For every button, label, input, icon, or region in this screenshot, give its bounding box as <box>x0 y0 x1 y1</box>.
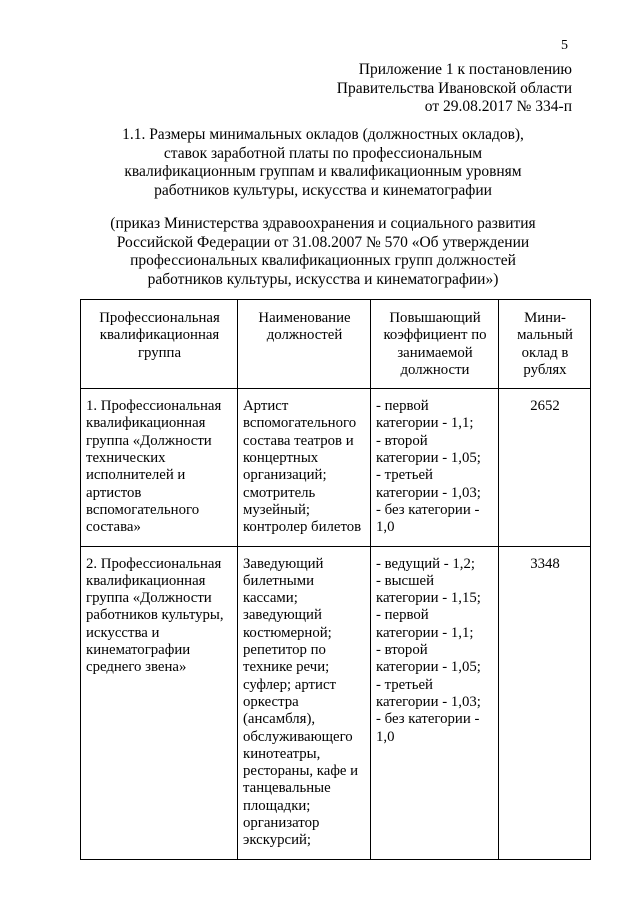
heading-line: ставок заработной платы по профессиональным <box>163 144 483 162</box>
header-line: Мини- <box>524 310 566 326</box>
cell-line: - третьей <box>376 467 433 484</box>
cell-line: категории - 1,1; <box>376 415 474 432</box>
order-reference <box>80 215 566 289</box>
header-line: рублях <box>523 361 567 378</box>
cell-line: категории - 1,1; <box>376 624 474 641</box>
cell-line: организатор <box>243 815 320 832</box>
header-line: оклад в <box>521 344 569 361</box>
cell-positions <box>238 389 371 546</box>
cell-line: состава» <box>86 519 141 536</box>
cell-salary: 2652 <box>499 389 591 546</box>
cell-line: рестораны, кафе и <box>243 763 359 780</box>
header-line: должности <box>400 361 470 378</box>
appendix-line: Правительства Ивановской области <box>336 79 572 97</box>
order-line: работников культуры, искусства и кинематографии») <box>147 270 499 288</box>
cell-line: площадки; <box>243 797 311 814</box>
cell-line: группа «Должности <box>86 590 212 607</box>
header-group <box>81 300 238 389</box>
order-line: (приказ Министерства здравоохранения и социального развития <box>110 215 536 232</box>
cell-line: - без категории - <box>376 711 480 728</box>
header-salary <box>499 300 591 389</box>
cell-line: смотритель <box>243 484 316 501</box>
cell-line: 2. Профессиональная <box>86 555 222 572</box>
header-line: должностей <box>266 327 343 344</box>
cell-line: оркестра <box>243 693 299 710</box>
cell-line: категории - 1,15; <box>376 590 481 607</box>
cell-group <box>81 546 238 859</box>
table-row <box>81 546 591 859</box>
cell-line: группа «Должности <box>86 432 212 449</box>
cell-positions <box>238 546 371 859</box>
order-line: профессиональных квалификационных групп должностей <box>130 252 516 269</box>
cell-line: Заведующий <box>243 555 324 572</box>
table-row <box>81 389 591 546</box>
cell-line: квалификационная <box>86 415 206 432</box>
page-number: 5 <box>561 38 568 53</box>
cell-line: искусства и <box>86 624 160 641</box>
cell-salary: 3348 <box>499 546 591 859</box>
cell-group <box>81 389 238 546</box>
cell-line: - ведущий - 1,2; <box>376 555 475 572</box>
header-line: занимаемой <box>397 344 473 361</box>
cell-line: категории - 1,05; <box>376 450 481 467</box>
cell-line: 1,0 <box>376 519 395 536</box>
cell-line: суфлер; артист <box>243 676 336 693</box>
header-line: квалификационная <box>99 327 220 344</box>
header-line: Повышающий <box>389 310 481 326</box>
section-heading <box>80 126 566 200</box>
cell-line: - первой <box>376 607 429 624</box>
cell-line: артистов <box>86 484 142 501</box>
appendix-reference <box>337 61 572 117</box>
appendix-line: Приложение 1 к постановлению <box>358 61 572 78</box>
cell-line: (ансамбля), <box>243 711 316 728</box>
order-line: Российской Федерации от 31.08.2007 № 570 «Об утверждении <box>116 233 530 251</box>
header-line: коэффициент по <box>383 327 487 344</box>
cell-line: костюмерной; <box>243 624 332 641</box>
heading-line: квалификационным группам и квалификационным уровням <box>124 163 522 180</box>
cell-line: контролер билетов <box>243 519 362 536</box>
cell-line: кассами; <box>243 590 298 607</box>
cell-line: - второй <box>376 432 428 449</box>
header-coefficient <box>371 300 499 389</box>
heading-line: 1.1. Размеры минимальных окладов (должностных окладов), <box>122 126 524 143</box>
cell-line: - первой <box>376 398 429 415</box>
header-line: группа <box>137 344 182 361</box>
cell-line: музейный; <box>243 501 310 518</box>
cell-line: - третьей <box>376 676 433 693</box>
heading-line: работников культуры, искусства и кинематографии <box>154 181 492 199</box>
cell-line: категории - 1,03; <box>376 484 481 501</box>
cell-line: технике речи; <box>243 659 330 676</box>
cell-line: состава театров и <box>243 432 354 449</box>
cell-coefficients <box>371 546 499 859</box>
cell-line: технических <box>86 450 166 467</box>
cell-line: категории - 1,03; <box>376 693 481 710</box>
cell-line: кинематографии <box>86 642 191 659</box>
table-header-row <box>81 300 591 389</box>
cell-line: работников культуры, <box>86 607 224 624</box>
cell-line: исполнителей и <box>86 467 186 484</box>
cell-line: Артист <box>243 398 289 415</box>
cell-line: - высшей <box>376 572 435 589</box>
header-line: Профессиональная <box>99 310 220 326</box>
header-line: мальный <box>517 327 573 344</box>
cell-line: - второй <box>376 642 428 659</box>
cell-line: 1,0 <box>376 728 395 745</box>
cell-line: - без категории - <box>376 501 480 518</box>
cell-coefficients <box>371 389 499 546</box>
cell-line: категории - 1,05; <box>376 659 481 676</box>
cell-line: обслуживающего <box>243 728 353 745</box>
cell-line: 1. Профессиональная <box>86 398 222 415</box>
cell-line: танцевальные <box>243 780 331 797</box>
cell-line: билетными <box>243 572 315 589</box>
cell-line: квалификационная <box>86 572 206 589</box>
cell-line: вспомогательного <box>243 415 357 432</box>
cell-line: экскурсий; <box>243 832 312 849</box>
cell-line: организаций; <box>243 467 327 484</box>
header-line: Наименование <box>258 310 351 326</box>
cell-line: среднего звена» <box>86 659 187 676</box>
cell-line: концертных <box>243 450 319 467</box>
salary-table <box>80 299 591 860</box>
cell-line: репетитор по <box>243 642 326 659</box>
cell-line: кинотеатры, <box>243 745 321 762</box>
cell-line: вспомогательного <box>86 501 200 518</box>
appendix-line: от 29.08.2017 № 334-п <box>424 98 572 115</box>
header-positions <box>238 300 371 389</box>
cell-line: заведующий <box>243 607 322 624</box>
